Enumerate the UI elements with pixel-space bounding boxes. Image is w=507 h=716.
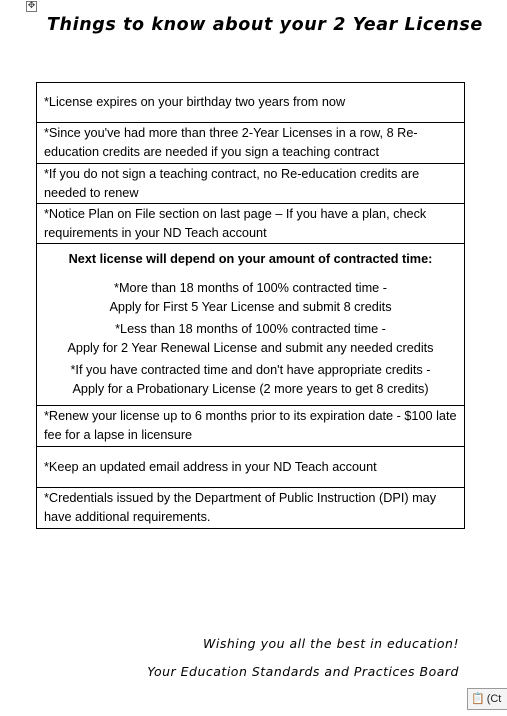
table-row	[37, 123, 465, 164]
item-condition: *More than 18 months of 100% contracted time -	[114, 281, 387, 295]
table-row	[37, 447, 465, 488]
next-license-item	[44, 279, 457, 317]
next-license-item	[44, 320, 457, 358]
next-license-item	[44, 361, 457, 399]
table-cell: *Keep an updated email address in your ND Teach account	[37, 447, 465, 488]
item-action: Apply for First 5 Year License and submit 8 credits	[109, 300, 392, 314]
clipboard-icon: 📋	[471, 693, 485, 705]
table-cell: *Credentials issued by the Department of Public Instruction (DPI) may have additional requirements.	[37, 488, 465, 529]
table-row	[37, 406, 465, 447]
table-row	[37, 488, 465, 529]
next-license-cell	[37, 244, 465, 406]
table-row	[37, 244, 465, 406]
table-row	[37, 83, 465, 123]
page-title: Things to know about your 2 Year License	[47, 15, 483, 35]
item-action: Apply for a Probationary License (2 more years to get 8 credits)	[72, 382, 429, 396]
table-cell: *Renew your license up to 6 months prior to its expiration date - $100 late fee for a lapse in licensure	[37, 406, 465, 447]
item-condition: *If you have contracted time and don't have appropriate credits -	[70, 363, 431, 377]
table-row	[37, 204, 465, 244]
item-condition: *Less than 18 months of 100% contracted time -	[115, 322, 386, 336]
item-action: Apply for 2 Year Renewal License and submit any needed credits	[67, 341, 434, 355]
table-cell: *License expires on your birthday two years from now	[37, 83, 465, 123]
table-move-handle-icon[interactable]: ✥	[27, 1, 36, 11]
signature-line: Your Education Standards and Practices Board	[147, 664, 459, 679]
table-cell: *Since you've had more than three 2-Year Licenses in a row, 8 Re-education credits are needed if you sign a teaching contract	[37, 123, 465, 164]
table-cell: *If you do not sign a teaching contract, no Re-education credits are needed to renew	[37, 164, 465, 204]
license-info-table	[36, 82, 465, 529]
closing-line: Wishing you all the best in education!	[203, 636, 459, 651]
table-cell: *Notice Plan on File section on last page – If you have a plan, check requirements in your ND Teach account	[37, 204, 465, 244]
paste-options-label: (Ct	[486, 693, 502, 705]
paste-options-button[interactable]	[467, 688, 507, 710]
next-license-heading: Next license will depend on your amount of contracted time:	[68, 252, 433, 266]
table-row	[37, 164, 465, 204]
